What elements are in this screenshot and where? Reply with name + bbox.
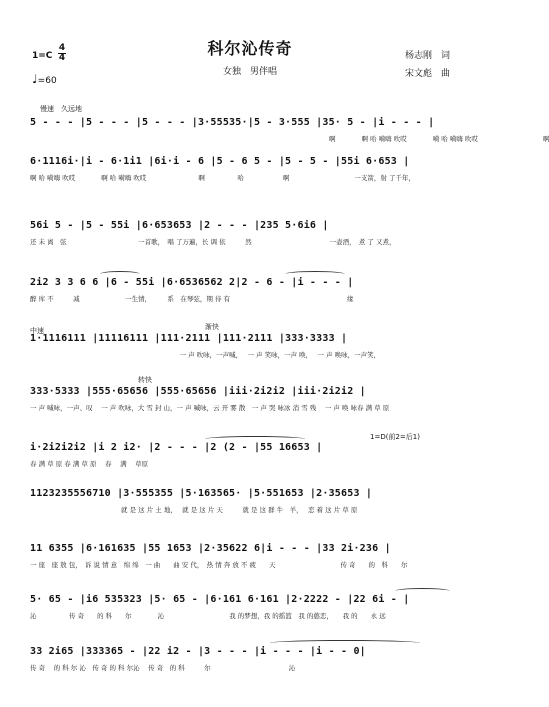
expression-mark-5: 1=D(前2=后1) — [370, 433, 420, 441]
expression-mark-2: 中速 — [30, 327, 44, 335]
notation-line: 2i2 3 3 6 6 |6 - 55i |6·6536562 2|2 - 6 - |i - - - | — [30, 277, 354, 288]
lyric-line: 传 奇 的 科 尔 沁 传 奇 的 科 尔沁 传 奇 的 科 尔 沁 — [30, 664, 296, 672]
song-subtitle: 女独 男伴唱 — [222, 67, 277, 77]
tie-mark — [270, 640, 420, 646]
song-title: 科尔沁传奇 — [207, 39, 293, 58]
time-signature — [58, 44, 66, 63]
lyric-line: 沁 传 奇 的 科 尔 沁 我 的梦想，我 的摇篮 我 的憨恋， 我 的 永 远 — [30, 612, 386, 620]
notation-line: 333·5333 |555·65656 |555·65656 |iii·2i2i2 |iii·2i2i2 | — [30, 386, 366, 397]
lyricist-credit: 杨志刚 词 — [405, 51, 451, 61]
lyric-line: 啊 哈 嗬嗨 吹哎 啊 哈 嗬嗨 吹哎 啊 哈 啊 一支箭，射 了千年， — [30, 174, 415, 182]
notation-line: 11 6355 |6·161635 |55 1653 |2·35622 6|i - - - |33 2i·236 | — [30, 543, 391, 554]
notation-line: 5· 65 - |i6 535323 |5· 65 - |6·161 6·161 |2·2222 - |22 6i - | — [30, 594, 410, 605]
expression-mark-4: 转快 — [138, 376, 152, 384]
notation-line: 56i 5 - |5 - 55i |6·653653 |2 - - - |235 5·6i6 | — [30, 220, 329, 231]
time-sig-top: 4 — [58, 43, 66, 53]
tempo-value: =60 — [37, 76, 57, 86]
lyric-line: 一 声 吹咏，一声喊， 一 声 笑咏，一声 唤， 一 声 唤咏，一声笑， — [30, 351, 381, 359]
lyric-line: 一 声 喊咏，一声、叹 一 声 吹咏，大 雪 封 山，一 声 喊咏，云 开 雾 散 一 声 哭 咏冰 消 雪 残 一 声 唤 咏春 满 草 原 — [30, 404, 390, 412]
tie-mark — [285, 271, 345, 277]
notation-line: 6·1116i·|i - 6·1i1 |6i·i - 6 |5 - 6 5 - |5 - 5 - |55i 6·653 | — [30, 156, 410, 167]
lyric-line: 一 座 座 敖 包， 诉 说 情 意 绵 绵 一 曲 曲 安 代， 热 情 奔 放 不 疲 天 传 奇 的 科 尔 — [30, 561, 408, 569]
lyric-line: 醉 库 不 减 一生情， 系 在琴弦，期 待 有 缘 — [30, 295, 354, 303]
lyric-line: 还 未 离 弦 一首歌， 唱 了万遍，长 调 依 然 一壶酒， 煮 了 又煮， — [30, 238, 396, 246]
tie-mark — [395, 588, 450, 594]
expression-mark-1: 慢速 久远地 — [40, 105, 82, 113]
composer-credit: 宋文彪 曲 — [405, 69, 451, 79]
notation-line: 1123235556710 |3·555355 |5·163565· |5·551653 |2·35653 | — [30, 488, 373, 499]
notation-line: 1·1116111 |11116111 |111·2111 |111·2111 |333·3333 | — [30, 333, 348, 344]
lyric-line: 啊 啊 哈 嗬嗨 吹哎 嗬 哈 嗬嗨 吹哎 啊 — [30, 135, 549, 143]
key-signature: 1=C — [32, 51, 53, 61]
tie-mark — [100, 271, 140, 277]
notation-line: 5 - - - |5 - - - |5 - - - |3·55535·|5 - 3·555 |35· 5 - |i - - - | — [30, 117, 435, 128]
quarter-note-icon: ♩ — [32, 72, 38, 86]
lyric-line: 就 是 这 片 土 地， 就 是 这 片 天 就 是 这 群 牛 羊， 恋 着 这 片 草 原 — [30, 506, 358, 514]
tempo-marking — [32, 72, 57, 86]
expression-mark-3: 渐快 — [205, 323, 219, 331]
tie-mark — [205, 436, 305, 442]
notation-line: i·2i2i2i2 |i 2 i2· |2 - - - |2 (2 - |55 16653 | — [30, 442, 323, 453]
time-sig-bottom: 4 — [58, 53, 66, 63]
notation-line: 33 2i65 |333365 - |22 i2 - |3 - - - |i - - - |i - - 0| — [30, 646, 366, 657]
lyric-line: 春 满 草 原 春 满 草 原 春 满 草原 — [30, 460, 149, 468]
